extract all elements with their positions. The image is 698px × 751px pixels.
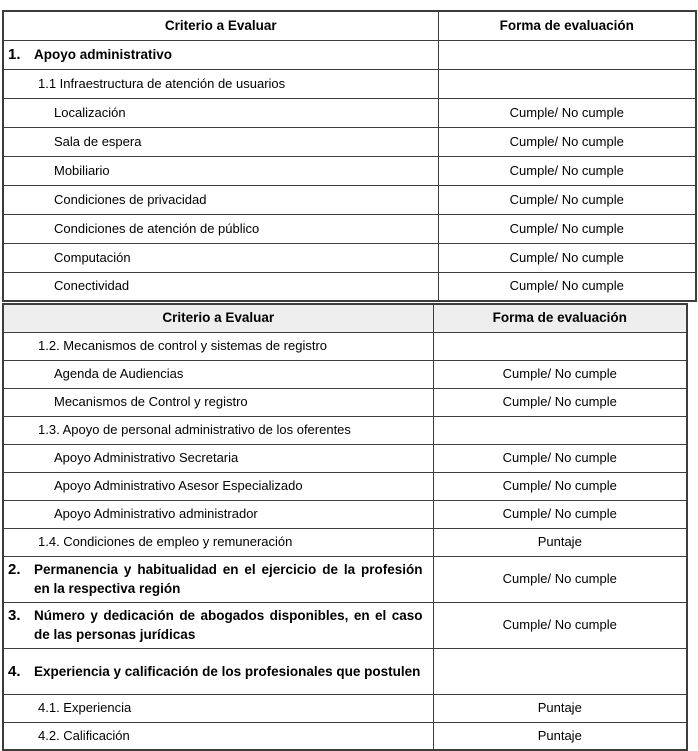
criteria-cell: 4.2. Calificación	[3, 722, 433, 750]
criteria-header: Criterio a Evaluar	[3, 11, 438, 40]
table-row	[3, 472, 687, 500]
criteria-cell: 1.2. Mecanismos de control y sistemas de registro	[3, 332, 433, 360]
criteria-cell: Apoyo Administrativo Secretaria	[3, 444, 433, 472]
criteria-cell: 4.1. Experiencia	[3, 694, 433, 722]
criteria-cell: Condiciones de atención de público	[3, 214, 438, 243]
criteria-header: Criterio a Evaluar	[3, 304, 433, 332]
table-row-section-3	[3, 602, 687, 648]
criteria-cell	[3, 40, 438, 69]
section-number: 2.	[8, 561, 21, 578]
section-label: Apoyo administrativo	[34, 47, 173, 62]
evaluation-cell: Puntaje	[433, 722, 687, 750]
criteria-cell: Localización	[3, 98, 438, 127]
evaluation-cell: Cumple/ No cumple	[433, 556, 687, 602]
table-row-section-2	[3, 556, 687, 602]
criteria-cell: 1.4. Condiciones de empleo y remuneración	[3, 528, 433, 556]
table-row	[3, 360, 687, 388]
criteria-cell: Computación	[3, 243, 438, 272]
evaluation-cell: Puntaje	[433, 528, 687, 556]
criteria-cell	[3, 556, 433, 602]
evaluation-cell: Cumple/ No cumple	[438, 243, 696, 272]
table-row	[3, 388, 687, 416]
evaluation-cell: Cumple/ No cumple	[438, 185, 696, 214]
table-row	[3, 332, 687, 360]
table-row	[3, 243, 696, 272]
table-row-section-4	[3, 648, 687, 694]
table-row	[3, 214, 696, 243]
evaluation-cell	[438, 69, 696, 98]
table-row	[3, 694, 687, 722]
table-header-row	[3, 304, 687, 332]
section-label: Experiencia y calificación de los profesionales que postulen	[34, 663, 421, 679]
evaluation-cell	[438, 40, 696, 69]
evaluation-cell: Cumple/ No cumple	[438, 214, 696, 243]
table-row	[3, 444, 687, 472]
criteria-cell: 1.1 Infraestructura de atención de usuarios	[3, 69, 438, 98]
evaluation-cell: Cumple/ No cumple	[438, 272, 696, 301]
evaluation-cell: Cumple/ No cumple	[433, 602, 687, 648]
section-label: Número y dedicación de abogados disponibles, en el caso de las personas jurídicas	[34, 608, 423, 642]
criteria-cell: Apoyo Administrativo administrador	[3, 500, 433, 528]
table-header-row	[3, 11, 696, 40]
criteria-cell: Agenda de Audiencias	[3, 360, 433, 388]
evaluation-cell: Cumple/ No cumple	[438, 98, 696, 127]
evaluation-table-2	[2, 303, 688, 751]
table-row	[3, 500, 687, 528]
table-row	[3, 69, 696, 98]
evaluation-cell: Cumple/ No cumple	[438, 156, 696, 185]
evaluation-cell	[433, 332, 687, 360]
evaluation-cell: Cumple/ No cumple	[433, 444, 687, 472]
table-row	[3, 272, 696, 301]
evaluation-cell: Cumple/ No cumple	[433, 388, 687, 416]
table-row	[3, 98, 696, 127]
criteria-cell: Condiciones de privacidad	[3, 185, 438, 214]
evaluation-cell: Cumple/ No cumple	[433, 500, 687, 528]
evaluation-cell: Cumple/ No cumple	[438, 127, 696, 156]
criteria-cell: Mecanismos de Control y registro	[3, 388, 433, 416]
evaluation-cell: Cumple/ No cumple	[433, 472, 687, 500]
criteria-cell: Sala de espera	[3, 127, 438, 156]
table-row	[3, 185, 696, 214]
table-row	[3, 416, 687, 444]
section-label: Permanencia y habitualidad en el ejercicio de la profesión en la respectiva región	[34, 562, 423, 596]
table-row	[3, 722, 687, 750]
criteria-cell	[3, 648, 433, 694]
criteria-cell	[3, 602, 433, 648]
criteria-cell: 1.3. Apoyo de personal administrativo de los oferentes	[3, 416, 433, 444]
criteria-cell: Mobiliario	[3, 156, 438, 185]
table-row	[3, 127, 696, 156]
table-row	[3, 528, 687, 556]
evaluation-cell	[433, 648, 687, 694]
evaluation-cell	[433, 416, 687, 444]
evaluation-cell: Cumple/ No cumple	[433, 360, 687, 388]
section-number: 3.	[8, 607, 21, 624]
criteria-cell: Apoyo Administrativo Asesor Especializado	[3, 472, 433, 500]
section-number: 4.	[8, 662, 21, 680]
table-row-section-1	[3, 40, 696, 69]
evaluation-cell: Puntaje	[433, 694, 687, 722]
evaluation-header: Forma de evaluación	[438, 11, 696, 40]
criteria-cell: Conectividad	[3, 272, 438, 301]
evaluation-header: Forma de evaluación	[433, 304, 687, 332]
evaluation-table-1	[2, 10, 697, 302]
table-row	[3, 156, 696, 185]
section-number: 1.	[8, 46, 21, 63]
